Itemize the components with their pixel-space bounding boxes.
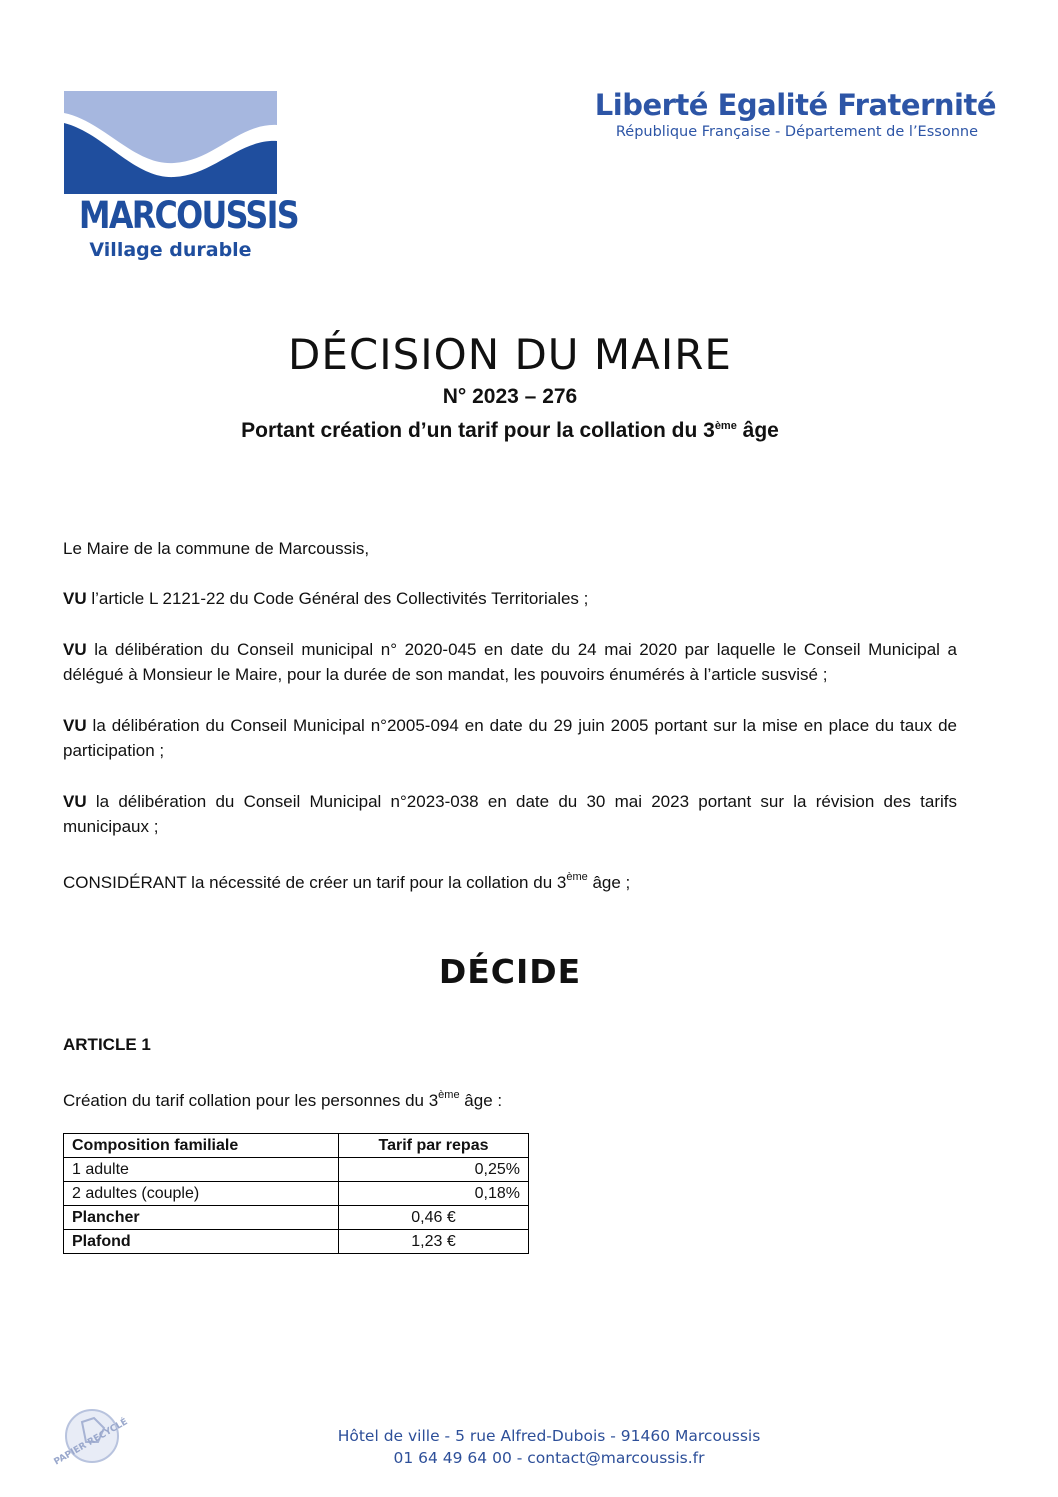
table-row	[64, 1182, 529, 1206]
considerant-text: la nécessité de créer un tarif pour la collation du 3	[186, 873, 567, 892]
vu-text: l’article L 2121-22 du Code Général des Collectivités Territoriales ;	[86, 589, 589, 608]
row-label: 2 adultes (couple)	[64, 1182, 339, 1206]
vu-text: la délibération du Conseil Municipal n°2005-094 en date du 29 juin 2005 portant sur la mise en place du taux de participation ;	[63, 716, 957, 760]
row-label: 1 adulte	[64, 1158, 339, 1182]
intro-paragraph: Le Maire de la commune de Marcoussis,	[63, 539, 370, 558]
article-1-heading: ARTICLE 1	[63, 1035, 151, 1054]
vu-paragraph-4	[63, 789, 957, 839]
vu-label: VU	[63, 589, 87, 608]
logo-tagline: Village durable	[89, 239, 252, 261]
article-1-text	[63, 1083, 957, 1113]
table-row	[64, 1158, 529, 1182]
tariff-table	[63, 1133, 529, 1254]
vu-text: la délibération du Conseil Municipal n°2023-038 en date du 30 mai 2023 portant sur la révision des tarifs municipaux ;	[63, 792, 957, 836]
row-value: 1,23 €	[339, 1230, 529, 1254]
considerant-label: CONSIDÉRANT	[63, 873, 187, 892]
row-value: 0,18%	[339, 1182, 529, 1206]
vu-label: VU	[63, 640, 87, 659]
subject-sup: ème	[714, 420, 737, 432]
vu-paragraph-3	[63, 713, 957, 763]
table-header-row	[64, 1134, 529, 1158]
subject-text: Portant création d’un tarif pour la collation du 3	[241, 419, 715, 442]
decision-number: N° 2023 – 276	[442, 385, 578, 408]
vu-paragraph-1	[63, 586, 957, 611]
considerant-paragraph	[63, 865, 957, 895]
recycle-label: PAPIER RECYCLÉ	[52, 1417, 130, 1468]
republic-motto: Liberté Egalité Fraternité	[594, 88, 996, 122]
footer-address: Hôtel de ville - 5 rue Alfred-Dubois - 91460 Marcoussis	[337, 1427, 761, 1445]
logo-name: MARCOUSSIS	[78, 194, 298, 237]
table-row	[64, 1230, 529, 1254]
considerant-suffix: âge ;	[587, 873, 631, 892]
header-composition: Composition familiale	[64, 1134, 339, 1158]
logo-wave-icon	[64, 91, 277, 194]
article-sup: ème	[438, 1089, 460, 1101]
vu-paragraph-2	[63, 637, 957, 687]
row-value: 0,46 €	[339, 1206, 529, 1230]
row-label: Plafond	[64, 1230, 339, 1254]
footer-contact: 01 64 49 64 00 - contact@marcoussis.fr	[393, 1449, 705, 1467]
row-value: 0,25%	[339, 1158, 529, 1182]
department-line: République Française - Département de l’Essonne	[615, 124, 978, 140]
document-title: DÉCISION DU MAIRE	[288, 330, 732, 379]
footer	[0, 1425, 1058, 1469]
vu-text: la délibération du Conseil municipal n° 2020-045 en date du 24 mai 2020 par laquelle le Conseil Municipal a délégué à Monsieur le Maire, pour la durée de son mandat, les pouvoirs énumérés à l’article susvisé ;	[63, 640, 957, 684]
header-tarif: Tarif par repas	[339, 1134, 529, 1158]
subject-suffix: âge	[736, 419, 779, 442]
table-row	[64, 1206, 529, 1230]
vu-label: VU	[63, 716, 87, 735]
republic-header	[595, 88, 996, 140]
marcoussis-logo	[64, 91, 298, 266]
decide-heading: DÉCIDE	[438, 952, 582, 991]
article-suffix: âge :	[459, 1091, 503, 1110]
article-text: Création du tarif collation pour les personnes du 3	[63, 1091, 439, 1110]
row-label: Plancher	[64, 1206, 339, 1230]
decision-subject	[0, 419, 1020, 443]
considerant-sup: ème	[566, 871, 588, 883]
vu-label: VU	[63, 792, 87, 811]
